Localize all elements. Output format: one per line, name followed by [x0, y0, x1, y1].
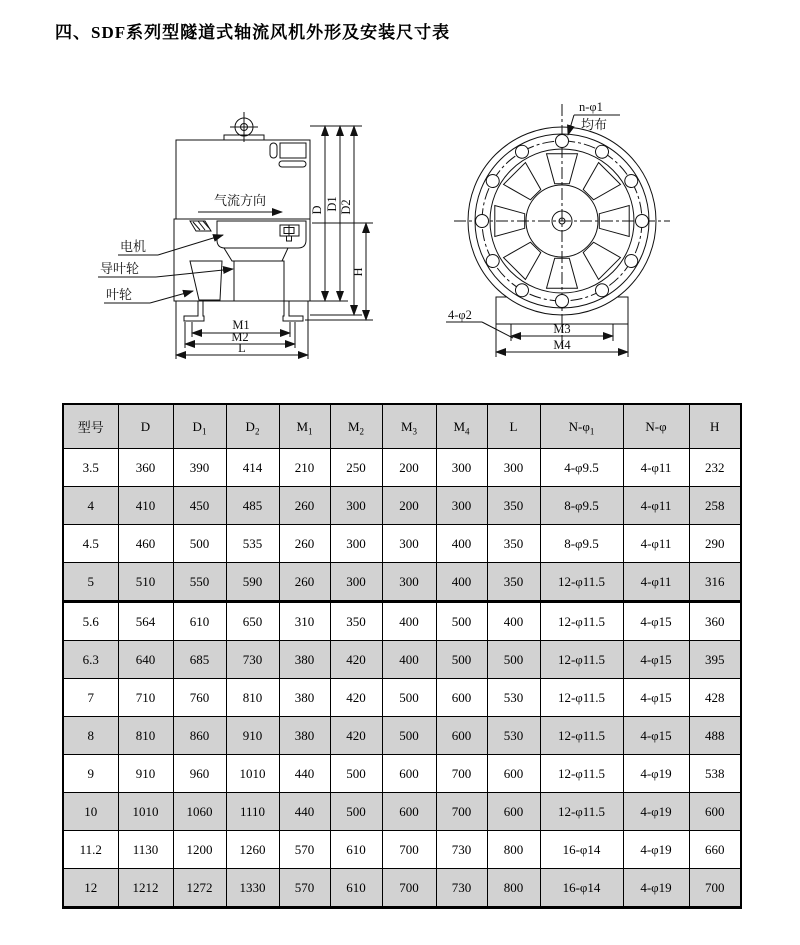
dim-l-label: L	[238, 341, 246, 355]
value-cell: 550	[173, 563, 226, 602]
value-cell: 650	[226, 602, 279, 641]
value-cell: 410	[118, 487, 173, 525]
value-cell: 500	[436, 641, 487, 679]
value-cell: 260	[279, 487, 330, 525]
value-cell: 400	[436, 563, 487, 602]
value-cell: 860	[173, 717, 226, 755]
column-header	[63, 404, 118, 449]
column-header	[173, 404, 226, 449]
value-cell: 4-φ19	[623, 793, 689, 831]
value-cell: 910	[226, 717, 279, 755]
column-header-label: M	[453, 418, 466, 434]
column-header-subscript: 3	[412, 426, 418, 437]
value-cell: 640	[118, 641, 173, 679]
column-header-subscript: 2	[254, 426, 260, 437]
value-cell: 460	[118, 525, 173, 563]
inner-components	[190, 221, 306, 301]
model-cell: 5.6	[63, 602, 118, 641]
column-header	[487, 404, 540, 449]
column-header	[330, 404, 382, 449]
value-cell: 1200	[173, 831, 226, 869]
value-cell: 12-φ11.5	[540, 602, 623, 641]
dim-m1-label: M1	[232, 318, 250, 332]
value-cell: 1110	[226, 793, 279, 831]
value-cell: 500	[330, 755, 382, 793]
column-header-label: M	[347, 418, 360, 434]
value-cell: 4-φ11	[623, 449, 689, 487]
value-cell: 300	[487, 449, 540, 487]
column-header-label: M	[400, 418, 413, 434]
column-header-subscript: 4	[465, 426, 470, 437]
base-holes-note	[446, 308, 513, 338]
value-cell: 700	[689, 869, 741, 908]
value-cell: 800	[487, 869, 540, 908]
value-cell: 730	[436, 831, 487, 869]
value-cell: 1060	[173, 793, 226, 831]
table-row	[63, 602, 741, 641]
value-cell: 4-φ15	[623, 602, 689, 641]
value-cell: 300	[382, 563, 436, 602]
value-cell: 12-φ11.5	[540, 717, 623, 755]
value-cell: 510	[118, 563, 173, 602]
value-cell: 910	[118, 755, 173, 793]
value-cell: 700	[436, 755, 487, 793]
value-cell: 350	[487, 525, 540, 563]
value-cell: 12-φ11.5	[540, 793, 623, 831]
column-header-label: D	[192, 418, 202, 434]
value-cell: 960	[173, 755, 226, 793]
right-dimensions	[305, 126, 373, 320]
value-cell: 380	[279, 679, 330, 717]
front-bottom-dimensions	[496, 322, 628, 357]
value-cell: 232	[689, 449, 741, 487]
bottom-dimensions	[176, 301, 308, 359]
value-cell: 600	[382, 755, 436, 793]
value-cell: 300	[330, 563, 382, 602]
header-row	[63, 404, 741, 449]
column-header-label: L	[509, 418, 518, 434]
value-cell: 200	[382, 487, 436, 525]
value-cell: 260	[279, 525, 330, 563]
table-row	[63, 449, 741, 487]
value-cell: 1010	[118, 793, 173, 831]
column-header-subscript: 1	[308, 426, 313, 437]
value-cell: 1010	[226, 755, 279, 793]
dimension-spec-table	[62, 403, 742, 909]
value-cell: 610	[330, 869, 382, 908]
table-row	[63, 755, 741, 793]
value-cell: 400	[382, 602, 436, 641]
guide-vane-label: 导叶轮	[100, 261, 140, 276]
value-cell: 4-φ11	[623, 487, 689, 525]
model-cell: 8	[63, 717, 118, 755]
value-cell: 390	[173, 449, 226, 487]
dim-m4-label: M4	[553, 338, 571, 352]
value-cell: 810	[226, 679, 279, 717]
dim-h-label: H	[351, 267, 365, 277]
model-cell: 4	[63, 487, 118, 525]
value-cell: 360	[118, 449, 173, 487]
bolt-note-line1: n-φ1	[579, 100, 603, 114]
value-cell: 4-φ15	[623, 717, 689, 755]
column-header-label: 型号	[77, 420, 104, 435]
value-cell: 200	[382, 449, 436, 487]
value-cell: 300	[330, 487, 382, 525]
value-cell: 538	[689, 755, 741, 793]
value-cell: 380	[279, 641, 330, 679]
column-header-subscript: 1	[201, 426, 207, 437]
dim-m3-label: M3	[553, 322, 571, 336]
table-row	[63, 869, 741, 908]
table-row	[63, 793, 741, 831]
bolt-note-line2: 均布	[581, 117, 608, 132]
value-cell: 590	[226, 563, 279, 602]
value-cell: 8-φ9.5	[540, 487, 623, 525]
value-cell: 310	[279, 602, 330, 641]
dim-d1-label: D1	[325, 196, 339, 212]
column-header-label: N-φ	[645, 418, 667, 434]
part-labels	[98, 235, 233, 303]
value-cell: 685	[173, 641, 226, 679]
dim-m2-label: M2	[231, 330, 249, 344]
value-cell: 600	[689, 793, 741, 831]
value-cell: 485	[226, 487, 279, 525]
value-cell: 500	[382, 717, 436, 755]
base-holes-label: 4-φ2	[448, 308, 472, 322]
value-cell: 428	[689, 679, 741, 717]
value-cell: 4-φ11	[623, 563, 689, 602]
value-cell: 440	[279, 793, 330, 831]
impeller-shape	[190, 261, 222, 300]
value-cell: 600	[487, 793, 540, 831]
value-cell: 700	[382, 869, 436, 908]
value-cell: 488	[689, 717, 741, 755]
column-header	[226, 404, 279, 449]
value-cell: 500	[173, 525, 226, 563]
value-cell: 300	[382, 525, 436, 563]
value-cell: 1260	[226, 831, 279, 869]
value-cell: 380	[279, 717, 330, 755]
model-cell: 10	[63, 793, 118, 831]
column-header-label: M	[296, 418, 309, 434]
value-cell: 4-φ15	[623, 641, 689, 679]
model-cell: 9	[63, 755, 118, 793]
value-cell: 535	[226, 525, 279, 563]
column-header	[689, 404, 741, 449]
value-cell: 530	[487, 679, 540, 717]
value-cell: 4-φ15	[623, 679, 689, 717]
value-cell: 4-φ11	[623, 525, 689, 563]
value-cell: 400	[382, 641, 436, 679]
value-cell: 600	[436, 679, 487, 717]
value-cell: 316	[689, 563, 741, 602]
model-cell: 4.5	[63, 525, 118, 563]
value-cell: 4-φ19	[623, 755, 689, 793]
value-cell: 500	[330, 793, 382, 831]
value-cell: 600	[436, 717, 487, 755]
value-cell: 420	[330, 641, 382, 679]
table-row	[63, 679, 741, 717]
column-header	[118, 404, 173, 449]
table-row	[63, 487, 741, 525]
value-cell: 300	[330, 525, 382, 563]
value-cell: 8-φ9.5	[540, 525, 623, 563]
column-header-label: H	[710, 418, 720, 434]
value-cell: 395	[689, 641, 741, 679]
value-cell: 730	[226, 641, 279, 679]
column-header	[279, 404, 330, 449]
value-cell: 258	[689, 487, 741, 525]
value-cell: 400	[487, 602, 540, 641]
column-header-label: N-φ	[568, 418, 590, 434]
value-cell: 300	[436, 449, 487, 487]
page-title: 四、SDF系列型隧道式轴流风机外形及安装尺寸表	[55, 23, 451, 42]
value-cell: 12-φ11.5	[540, 679, 623, 717]
front-view-figure	[440, 88, 740, 388]
side-view-figure	[92, 88, 412, 388]
column-header	[436, 404, 487, 449]
value-cell: 440	[279, 755, 330, 793]
value-cell: 12-φ11.5	[540, 641, 623, 679]
value-cell: 600	[487, 755, 540, 793]
value-cell: 500	[487, 641, 540, 679]
value-cell: 1130	[118, 831, 173, 869]
value-cell: 420	[330, 679, 382, 717]
column-header-subscript: 1	[589, 426, 595, 437]
table-row	[63, 831, 741, 869]
value-cell: 12-φ11.5	[540, 755, 623, 793]
airflow-direction-label: 气流方向	[213, 193, 267, 208]
value-cell: 500	[382, 679, 436, 717]
value-cell: 16-φ14	[540, 869, 623, 908]
value-cell: 4-φ9.5	[540, 449, 623, 487]
value-cell: 730	[436, 869, 487, 908]
value-cell: 400	[436, 525, 487, 563]
value-cell: 710	[118, 679, 173, 717]
dim-d-label: D	[310, 205, 324, 215]
value-cell: 4-φ19	[623, 869, 689, 908]
value-cell: 700	[382, 831, 436, 869]
value-cell: 1212	[118, 869, 173, 908]
value-cell: 414	[226, 449, 279, 487]
value-cell: 800	[487, 831, 540, 869]
value-cell: 290	[689, 525, 741, 563]
column-header	[540, 404, 623, 449]
value-cell: 450	[173, 487, 226, 525]
value-cell: 16-φ14	[540, 831, 623, 869]
table-row	[63, 525, 741, 563]
dim-d2-label: D2	[339, 199, 353, 215]
table-row	[63, 563, 741, 602]
value-cell: 12-φ11.5	[540, 563, 623, 602]
value-cell: 360	[689, 602, 741, 641]
impeller-label: 叶轮	[106, 287, 133, 302]
value-cell: 610	[173, 602, 226, 641]
table-row	[63, 641, 741, 679]
motor-step	[224, 248, 288, 261]
value-cell: 660	[689, 831, 741, 869]
value-cell: 564	[118, 602, 173, 641]
column-header-subscript: 2	[359, 426, 365, 437]
value-cell: 350	[487, 487, 540, 525]
value-cell: 300	[436, 487, 487, 525]
value-cell: 570	[279, 869, 330, 908]
value-cell: 350	[330, 602, 382, 641]
lifting-eye-icon	[224, 112, 264, 142]
diffuser-block	[234, 261, 284, 301]
model-cell: 12	[63, 869, 118, 908]
value-cell: 1330	[226, 869, 279, 908]
airflow-direction	[198, 193, 282, 212]
value-cell: 530	[487, 717, 540, 755]
value-cell: 4-φ19	[623, 831, 689, 869]
model-cell: 5	[63, 563, 118, 602]
table-row	[63, 717, 741, 755]
value-cell: 570	[279, 831, 330, 869]
value-cell: 760	[173, 679, 226, 717]
value-cell: 250	[330, 449, 382, 487]
value-cell: 260	[279, 563, 330, 602]
value-cell: 700	[436, 793, 487, 831]
junction-box-icon	[270, 143, 306, 167]
motor-label: 电机	[120, 239, 147, 254]
value-cell: 1272	[173, 869, 226, 908]
model-cell: 3.5	[63, 449, 118, 487]
model-cell: 11.2	[63, 831, 118, 869]
value-cell: 610	[330, 831, 382, 869]
model-cell: 7	[63, 679, 118, 717]
value-cell: 420	[330, 717, 382, 755]
column-header	[623, 404, 689, 449]
model-cell: 6.3	[63, 641, 118, 679]
value-cell: 810	[118, 717, 173, 755]
spec-table-body	[63, 449, 741, 908]
value-cell: 600	[382, 793, 436, 831]
column-header-label: D	[245, 418, 255, 434]
value-cell: 500	[436, 602, 487, 641]
column-header-label: D	[140, 418, 151, 434]
value-cell: 350	[487, 563, 540, 602]
value-cell: 210	[279, 449, 330, 487]
column-header	[382, 404, 436, 449]
